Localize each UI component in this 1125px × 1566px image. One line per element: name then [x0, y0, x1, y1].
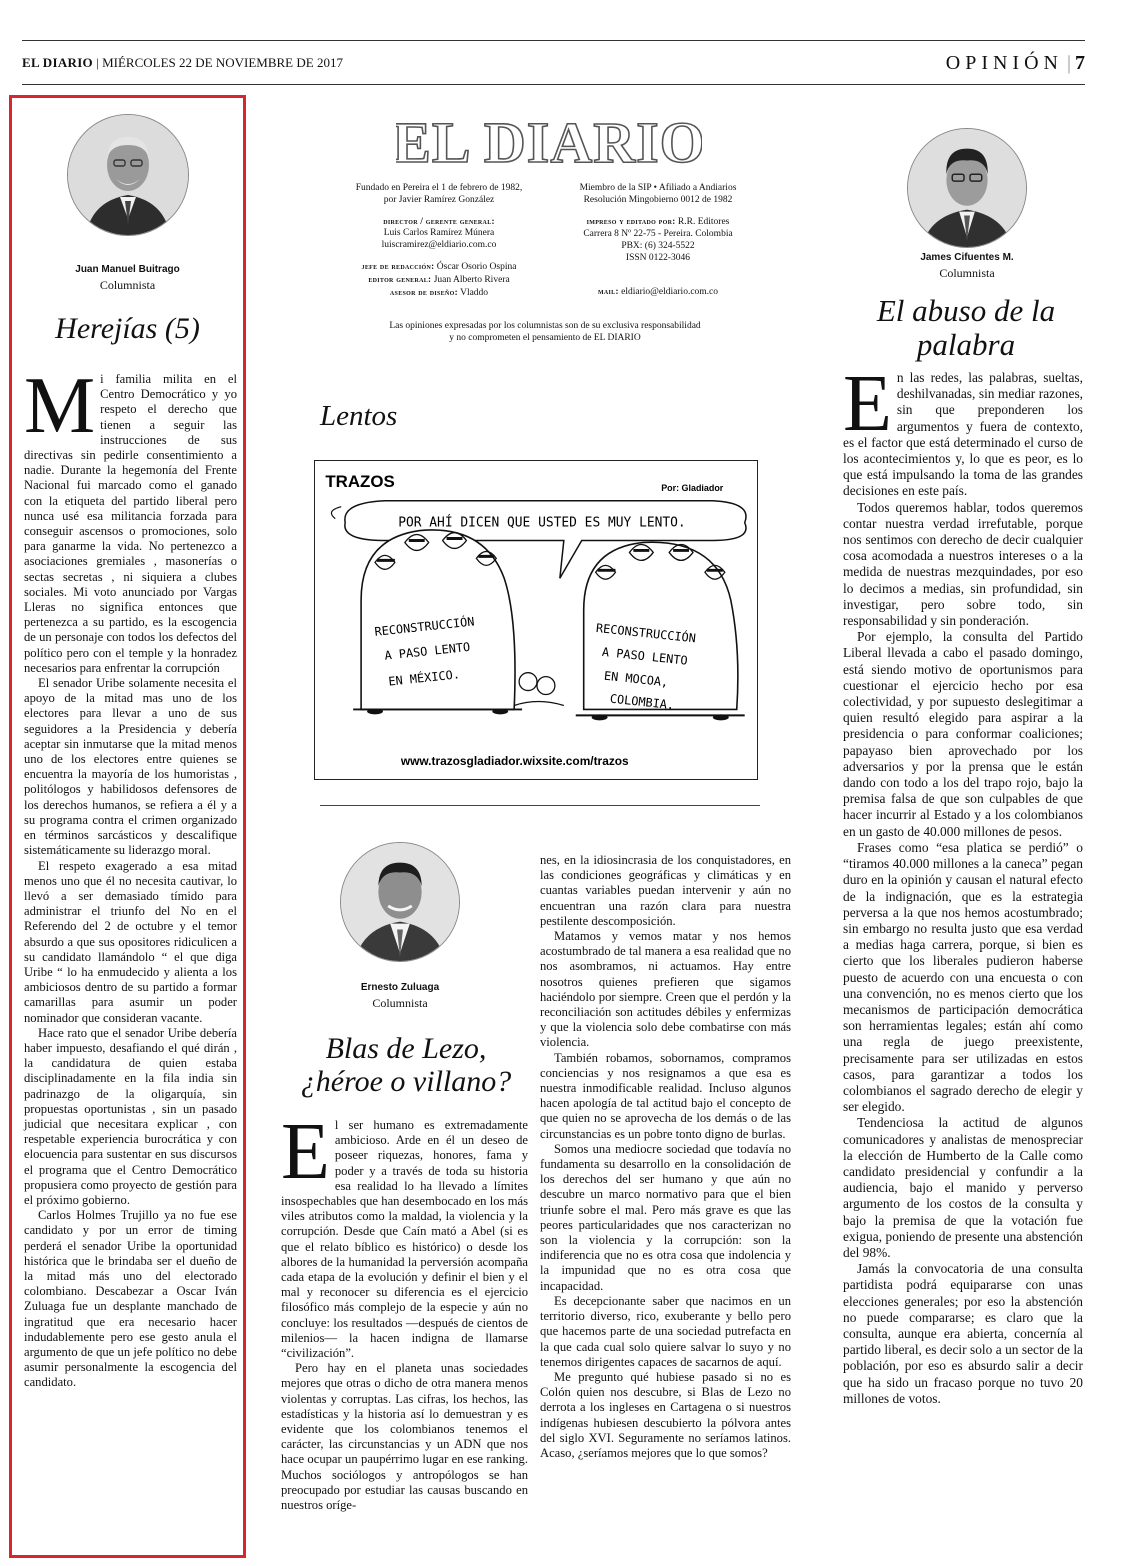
article-paragraph: Me pregunto qué hubiese pasado si no es Colón quien nos descubre, si Blas de Lezo no derrota a los ingleses en Cartagena o si nuestros indígenas hubiesen descubierto la pólvora antes del siglo XVI. Seguramente no seríamos latinos. Acaso, ¿seríamos mejores que lo que somos?	[540, 1369, 791, 1460]
speech-bubble-text: POR AHÍ DICEN QUE USTED ES MUY LENTO.	[398, 515, 686, 531]
page-header-left	[22, 55, 343, 71]
article-paragraph: En las redes, las palabras, sueltas, deshilvanadas, sin mediar razones, sin que preponderen los argumentos y fuera de contexto, es el factor que está determinado el curso de los acontecimientos y, lo que es peor, es lo que está impulsando la toma de las grandes decisiones en este país.	[843, 360, 1083, 499]
portrait-illustration	[341, 843, 459, 961]
article-title: Herejías (5)	[55, 312, 200, 345]
author-photo-cifuentes	[907, 128, 1027, 248]
article-paragraph: Mi familia milita en el Centro Democrático y yo respeto el derecho que tienen a seguir las instrucciones de sus directivas sin pedirle consentimiento a nadie. Durante la hegemonía del Frente Nacional fui marcado como el ganado con la etiqueta del partido liberal pero nunca usé esa militancia forzada para conseguir ascensos o promociones, solo para ganarme la vida. No pertenezco a asociaciones gremiales , masonerías o sectas secretas , ni siquiera a clubes sociales. Mi voto anunciado por Vargas Lleras no significa entonces que pertenezca a su partido, es la escogencia de un personaje con todos los defectos del político pero con el temple y la honradez necesarios para enfrentar la corrupción	[24, 362, 237, 675]
article-body-middle-a	[281, 1108, 528, 1513]
article-paragraph: El respeto exagerado a esa mitad menos uno que él no necesita cautivar, lo llevó a ser demasiado tímido para administrar el triunfo del No en el Referendo del 2 de octubre y el temor absurdo a que sus opositores ridiculicen a su candidato llamándolo “ el que diga Uribe “ lo ha enmudecido y alienta a los ambiciosos dentro de su partido a formar camarillas para asumir un poder nominador que consideran vacante.	[24, 858, 237, 1025]
section-name: OPINIÓN	[945, 52, 1063, 74]
article-body-left	[24, 362, 237, 1391]
article-paragraph: Todos queremos hablar, todos queremos contar nuestra verdad irrefutable, porque nos sentimos con derecho de decir cualquier cosa acomodada a nuestros intereses o a la medida de nuestras mezquindades, por eso lo decimos a medias, sin profundidad, sin investigar, pero sobre todo, sin responsabilidad y sin ponderación.	[843, 499, 1083, 629]
article-paragraph: Hace rato que el senador Uribe debería haber impuesto, desafiando el qué dirán , la candidatura de quien estaba disciplinadamente en la fila india sin padrinazgo de la oligarquía, sin propuestas oportunistas , sin un pasado judicial que necesitara explicar , con respetable experiencia burocrática y con elocuencia para sustentar en sus discursos el programa que el Centro Democrático propusiera como proyecto de gestión para el próximo gobierno.	[24, 1025, 237, 1207]
article-paragraph: nes, en la idiosincrasia de los conquistadores, en las condiciones geográficas y climáticas y en cuantas variables puedan intervenir y aún no encuentran una razón clara para nuestra pestilente descomposición.	[540, 853, 791, 928]
left-sign-text-line1: RECONSTRUCCIÓN	[373, 614, 476, 639]
article-paragraph: Carlos Holmes Trujillo ya no fue ese candidato y por un error de timing perderá el senador Uribe la oportunidad histórica que le brindaba ser el dueño de la mitad más uno del electorado colombiano. Descabezar a Oscar Iván Zuluaga fue un desplante manchado de ingratitud que era necesario hacer indudablemente pero ese gesto anula el argumento de que un jefe político no debe asumir personalmente la escogencia del candidato.	[24, 1208, 237, 1390]
issue-date: MIÉRCOLES 22 DE NOVIEMBRE DE 2017	[102, 55, 343, 70]
author-name: Ernesto Zuluaga	[360, 982, 440, 993]
author-photo-buitrago	[67, 114, 189, 236]
article-paragraph: Tendenciosa la actitud de algunos comunicadores y analistas de menospreciar la elección de Humberto de la Calle como candidato presidencial y confundir a la audiencia, bajo el manido y perverso argumento de los costos de la consulta y bajo la premisa de que la votación fue exigua, poniendo de presente una abstención del 98%.	[843, 1115, 1083, 1260]
masthead-left-info: Fundado en Pereira el 1 de febrero de 1982, por Javier Ramírez González director / gerente general: Luis Carlos Ramírez Múnera luiscramirez@eldiario.com.co jefe de redacción: Óscar Osorio Ospina editor general: Juan Alberto Rivera asesor de diseño: Vladdo	[355, 183, 523, 298]
cartoon-brand: TRAZOS	[325, 471, 395, 491]
article-paragraph: Frases como “esa platica se perdió” o “tiramos 40.000 millones a la caneca” pegan duro en la opinión y causan el natural efecto de la indignación, que es la estrategia perversa a la que nos hemos acostumbrado; sin embargo no resulta justo que esa verdad a medias haga carrera, porque, si bien es cierto que los liberales pudieron haberse puesto de acuerdo con una encuesta o con una convención, no es menos cierto que los mecanismos de participación democrática son herramientas legales; están ahí como una regla de juego preexistente, precisamente para ser utilizadas en estos casos, para garantizar a todos los colombianos el sagrado derecho de elegir y ser elegido.	[843, 839, 1083, 1115]
drop-cap: E	[281, 1108, 330, 1196]
article-paragraph: El ser humano es extremadamente ambicioso. Arde en él un deseo de poseer riquezas, honores, fama y poder y a través de toda su historia esa realidad lo ha llevado a límites insospechables que han desembocado en los más viles atributos como la maldad, la violencia y la corrupción. Desde que Caín mató a Abel (si es que el relato bíblico es histórico) o desde los albores de la humanidad la perversión acompaña cada etapa de la evolución y definir el bien y el mal y reconocer su diferencia es el ejercicio filosófico más complejo de la especie y aún no concluye: los resultados —después de cientos de milenios— la hacen indigna de llamarse “civilización”.	[281, 1108, 528, 1361]
article-paragraph: También robamos, sobornamos, compramos conciencias y nos resignamos a que esa es nuestra inmodificable realidad. Incluso algunos hacen apología de tal actitud bajo el concepto de que quien no se aprovecha de los demás o de las circunstancias es un pobre tonto digno de burlas.	[540, 1050, 791, 1141]
author-role: Columnista	[99, 278, 156, 292]
article-paragraph: Jamás la convocatoria de una consulta partidista podrá equipararse con unas elecciones generales; por eso la abstención no puede compararse; es claro que la consulta, aunque era abierta, concernía al partido liberal, es decir solo a un sector de la población, por eso es absurdo salir a decir que ha sido un fracaso porque no tuvo 20 millones de votos.	[843, 1261, 1083, 1406]
drop-cap: M	[24, 362, 96, 450]
header-rule	[22, 84, 1085, 85]
article-body-right	[843, 360, 1083, 1407]
masthead-logo	[396, 110, 702, 172]
article-body-middle-b	[540, 853, 791, 1461]
author-name: Juan Manuel Buitrago	[75, 264, 180, 275]
portrait-illustration	[908, 129, 1026, 247]
cartoon-section-title: Lentos	[320, 400, 398, 432]
article-paragraph: Pero hay en el planeta unas sociedades mejores que otras o dicho de otra manera menos violentas y corruptas. Las cifras, los hechos, las estadísticas y la historia así lo demuestran y es evidente que los colombianos tenemos el carácter, las circunstancias y un ADN que nos hace ocupar un paupérrimo lugar en ese ranking. Muchos sociólogos y antropólogos se han preocupado por estudiar las causas buscando en nuestros oríge-	[281, 1361, 528, 1513]
portrait-illustration	[68, 115, 188, 235]
left-sign-text-line2: A PASO LENTO	[383, 639, 471, 663]
cartoon-illustration	[315, 461, 757, 779]
right-sign-text-line1: RECONSTRUCCIÓN	[595, 620, 697, 646]
page-header-right	[946, 52, 1085, 75]
article-paragraph: El senador Uribe solamente necesita el apoyo de la mitad mas uno de los electores para llevar a uno de sus seguidores a la Presidencia y debería aceptar sin inmutarse que la mitad menos uno de los electores entre quienes se encuentra la mayoría de los humoristas , politólogos y habilidosos defensores de los derechos humanos, se refiera a él y a su programa contra el crimen organizado en términos sarcásticos y descalifique sistemáticamente su liderazgo moral.	[24, 676, 237, 858]
author-role: Columnista	[939, 266, 995, 280]
top-rule	[22, 40, 1085, 41]
cartoon-credit: Por: Gladiador	[661, 482, 724, 493]
editorial-cartoon	[314, 460, 758, 780]
masthead-logo-art	[396, 110, 702, 172]
masthead-right-info: Miembro de la SIP • Afiliado a Andiarios Resolución Mingobierno 0012 de 1982 impreso y editado por: R.R. Editores Carrera 8 Nº 22-75 - Pereira. Colombia PBX: (6) 324-5522 ISSN 0122-3046 mail: eldiario@eldiario.com.co	[579, 183, 737, 297]
article-title: Blas de Lezo, ¿héroe o villano?	[300, 1032, 512, 1098]
article-paragraph: Es decepcionante saber que nacimos en un territorio diverso, rico, exuberante y bello pero que hacemos parte de una sociedad putrefacta en la que cada cual solo quiere salvar lo suyo y no tenemos dirigentes capaces de sacarnos de aquí.	[540, 1293, 791, 1369]
header-separator: |	[96, 55, 103, 70]
article-paragraph: Por ejemplo, la consulta del Partido Liberal llevada a cabo el pasado domingo, está siendo motivo de oportunismos para cuestionar el ejercicio hecho por esa colectividad, y por supuesto deslegitimar a quien resultó elegido para aspirar a la presidencia o para conformar coaliciones; papayaso bien aprovechado por los adversarios y por la prensa que le están dando con todo a los del trapo rojo, bajo la premisa falsa de que son culpables de que hacer incurrir al Estado y a los colombianos en un gasto de 40.000 millones de pesos.	[843, 629, 1083, 839]
drop-cap: E	[843, 360, 892, 448]
logo-text: EL DIARIO	[396, 110, 702, 172]
header-separator: |	[1066, 52, 1071, 74]
author-photo-zuluaga	[340, 842, 460, 962]
author-name: James Cifuentes M.	[920, 252, 1014, 263]
article-paragraph: Somos una mediocre sociedad que todavía no fundamenta su desarrollo en la consolidación de los derechos del ser humano y que aún no descubre un marco normativo para que el bien triunfe sobre el mal. Pero más grave es que las peores particularidades que nos caracterizan no son la violencia y la corrupción: son la indiferencia que no es otra cosa que indolencia y la impunidad que no es otra cosa que incapacidad.	[540, 1141, 791, 1293]
right-sign-text-line2: A PASO LENTO	[601, 644, 689, 668]
right-sign-text-line3: EN MOCOA,	[603, 668, 669, 690]
paper-name: EL DIARIO	[22, 55, 93, 70]
cartoon-rule	[320, 805, 760, 806]
page-number: 7	[1075, 52, 1085, 74]
masthead-disclaimer: Las opiniones expresadas por los columnistas son de su exclusiva responsabilidad y no comprometen el pensamiento de EL DIARIO	[389, 321, 701, 343]
left-sign-text-line3: EN MÉXICO.	[387, 667, 461, 689]
article-paragraph: Matamos y vemos matar y nos hemos acostumbrado de tal manera a esa realidad que no nos asombramos, ni actuamos. Hay entre nosotros quienes prefieren que sigamos haciéndolo por siempre. Creen que el perdón y la reconciliación son actitudes débiles y enfermizas y que la violencia solo debe combatirse con más violencia.	[540, 929, 791, 1050]
article-title: El abuso de la palabra	[876, 293, 1056, 363]
cartoon-url: www.trazosgladiador.wixsite.com/trazos	[400, 754, 629, 769]
author-role: Columnista	[372, 996, 428, 1010]
right-sign-text-line4: COLOMBIA.	[609, 691, 675, 713]
